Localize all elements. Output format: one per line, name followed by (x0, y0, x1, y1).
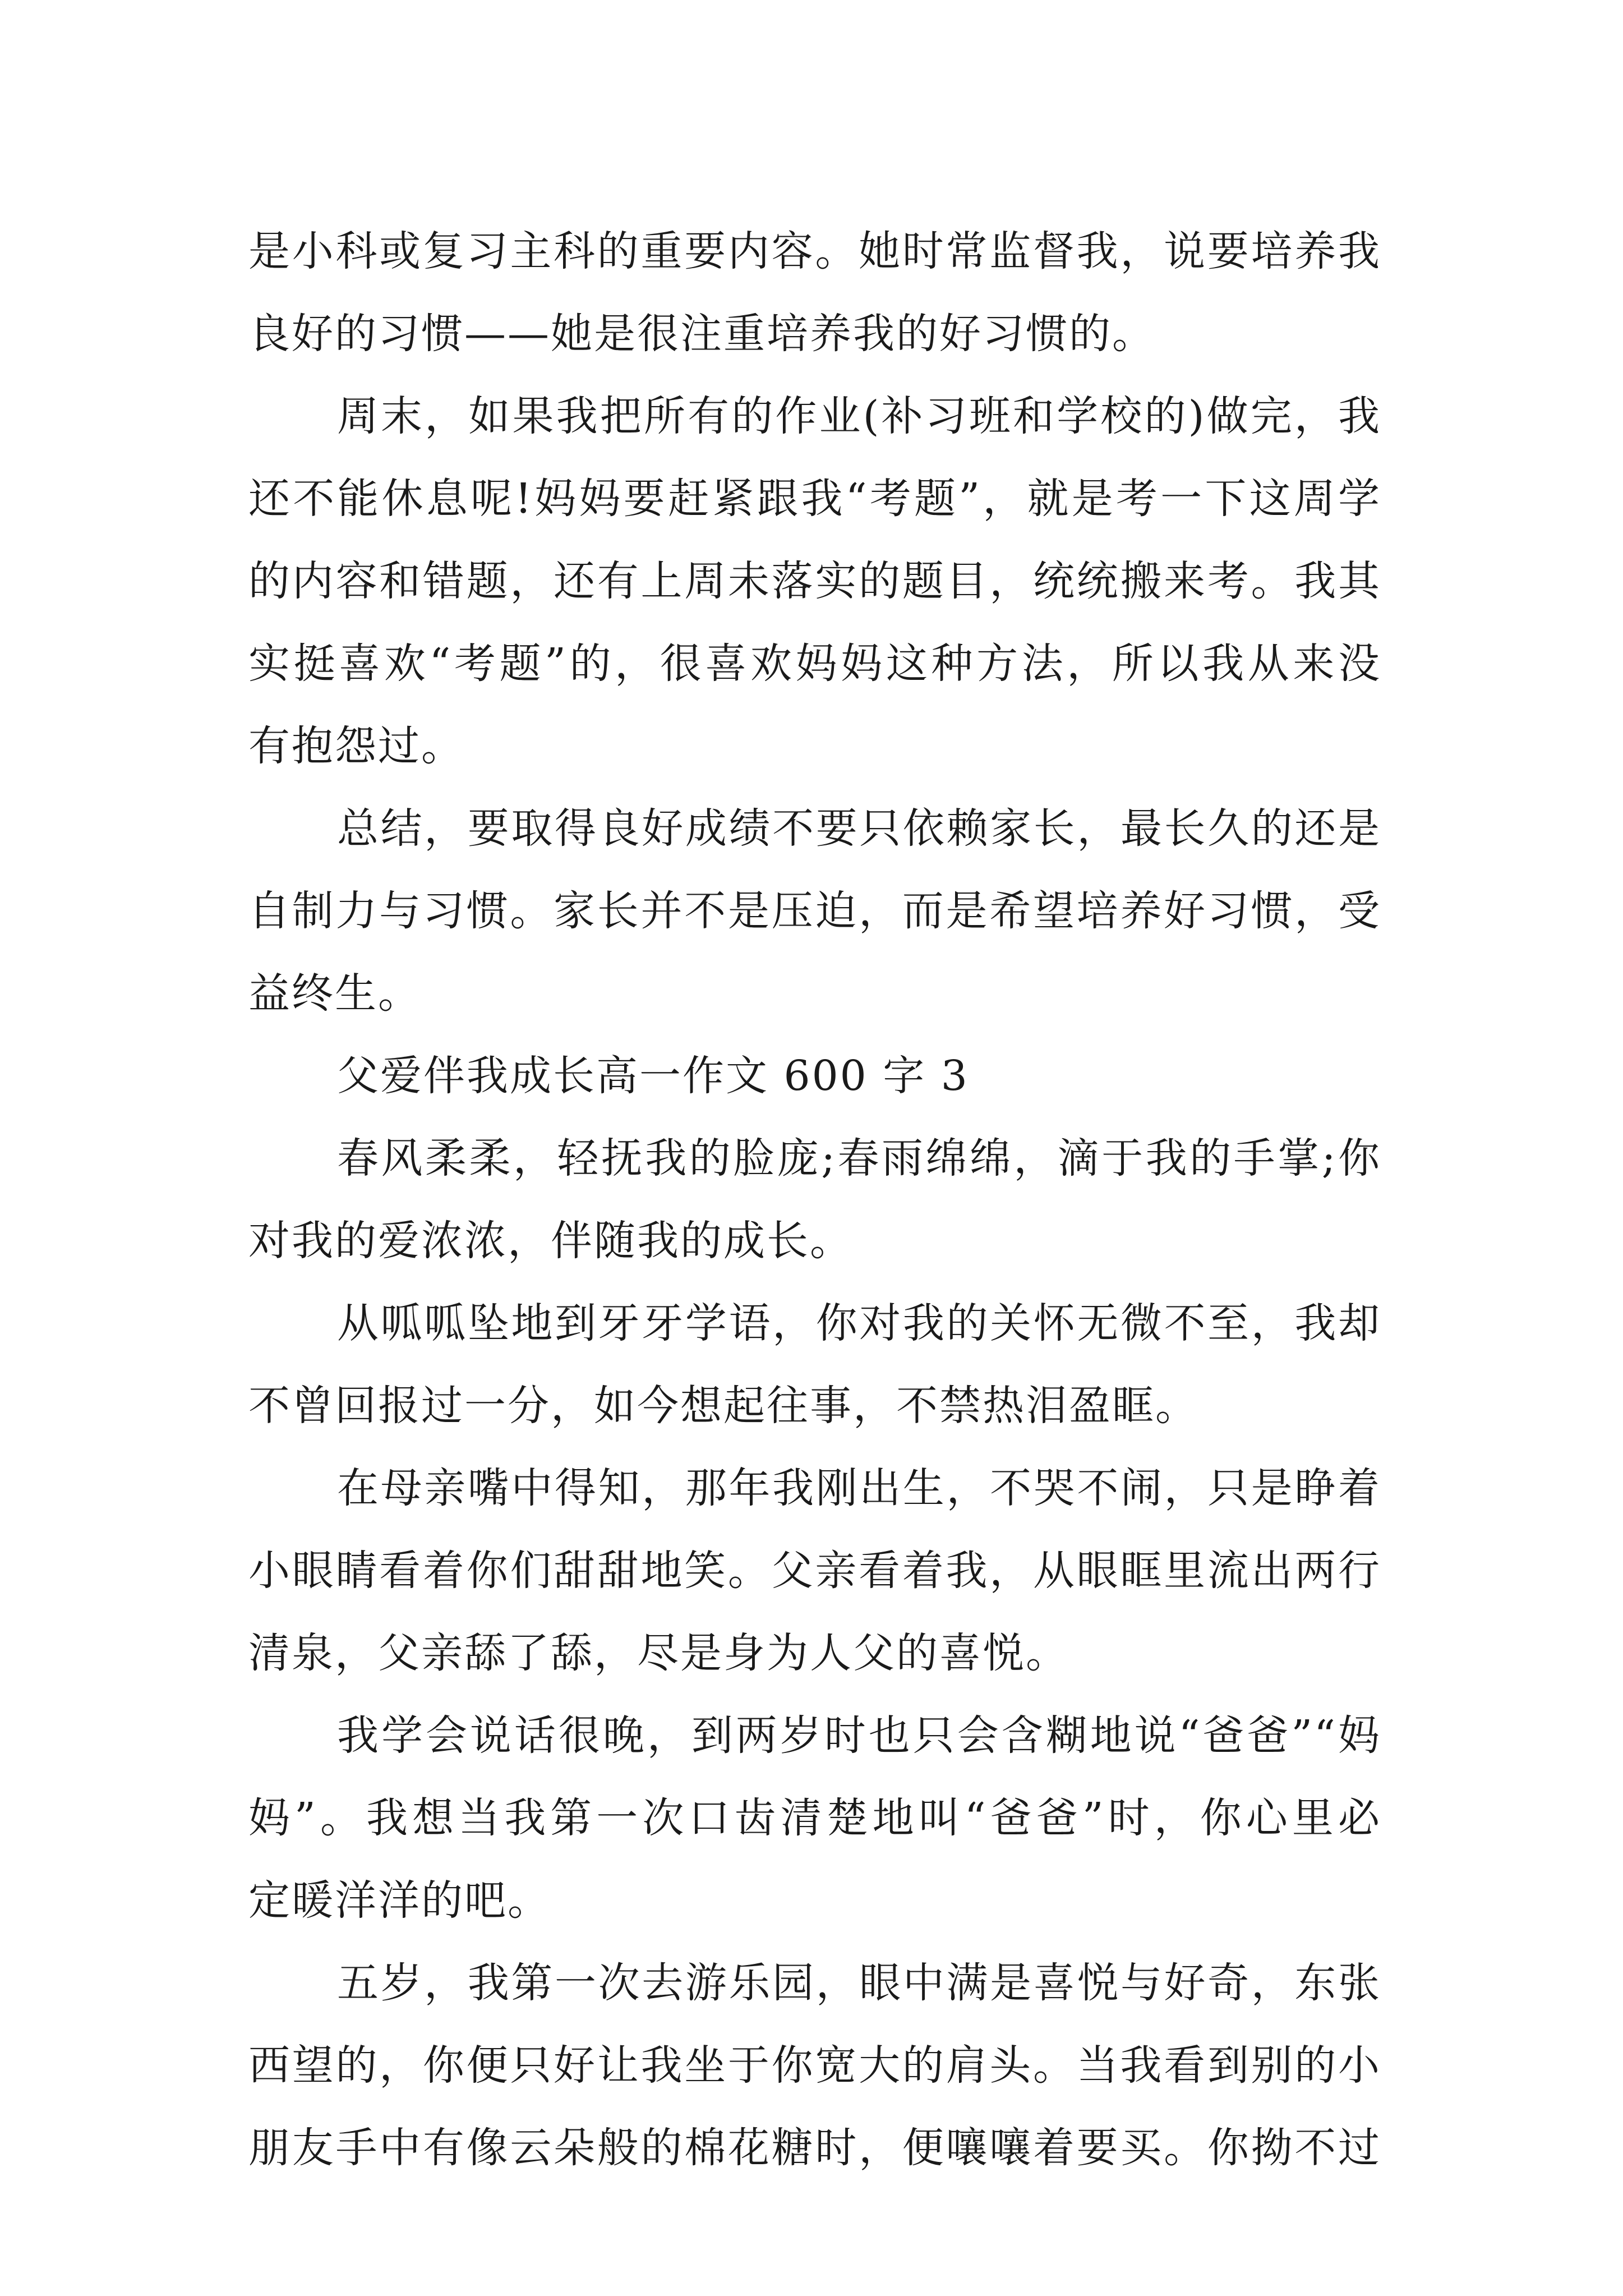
paragraph-line: 总结，要取得良好成绩不要只依赖家长，最长久的还是 (337, 804, 1381, 853)
paragraph (248, 1117, 1381, 1282)
paragraph (248, 1447, 1381, 1695)
paragraph-line: 春风柔柔，轻抚我的脸庞;春雨绵绵，滴于我的手掌;你 (337, 1134, 1381, 1182)
paragraph-line: 朋友手中有像云朵般的棉花糖时，便嚷嚷着要买。你拗不过 (248, 2124, 1381, 2172)
paragraph-line: 的内容和错题，还有上周未落实的题目，统统搬来考。我其 (248, 557, 1381, 605)
paragraph-line: 在母亲嘴中得知，那年我刚出生，不哭不闹，只是睁着 (337, 1464, 1381, 1512)
paragraph-line: 对我的爱浓浓，伴随我的成长。 (248, 1217, 853, 1265)
paragraph (248, 375, 1381, 788)
paragraph-line: 是小科或复习主科的重要内容。她时常监督我，说要培养我 (248, 227, 1381, 275)
paragraph-line: 西望的，你便只好让我坐于你宽大的肩头。当我看到别的小 (248, 2041, 1381, 2090)
paragraph (248, 788, 1381, 1035)
paragraph-line: 良好的习惯——她是很注重培养我的好习惯的。 (248, 310, 1155, 358)
section-heading: 父爱伴我成长高一作文 600 字 3 (337, 1052, 969, 1100)
paragraph-line: 我学会说话很晚，到两岁时也只会含糊地说“爸爸”“妈 (337, 1711, 1381, 1760)
paragraph (248, 1282, 1381, 1447)
paragraph-line: 有抱怨过。 (248, 722, 464, 770)
paragraph-line: 实挺喜欢“考题”的，很喜欢妈妈这种方法，所以我从来没 (248, 639, 1381, 688)
paragraph-line: 小眼睛看着你们甜甜地笑。父亲看着我，从眼眶里流出两行 (248, 1547, 1381, 1595)
paragraph-line: 定暖洋洋的吧。 (248, 1876, 551, 1925)
paragraph (248, 1695, 1381, 1942)
paragraph-line: 还不能休息呢!妈妈要赶紧跟我“考题”，就是考一下这周学 (248, 475, 1381, 523)
paragraph-line: 益终生。 (248, 969, 421, 1018)
paragraph (248, 210, 1381, 375)
paragraph (248, 1942, 1381, 2189)
paragraph-line: 周末，如果我把所有的作业(补习班和学校的)做完，我 (337, 392, 1381, 440)
document-body (248, 210, 1381, 2189)
paragraph-line: 清泉，父亲舔了舔，尽是身为人父的喜悦。 (248, 1629, 1069, 1677)
paragraph-line: 从呱呱坠地到牙牙学语，你对我的关怀无微不至，我却 (337, 1299, 1381, 1347)
paragraph-line: 妈”。我想当我第一次口齿清楚地叫“爸爸”时，你心里必 (248, 1794, 1381, 1842)
paragraph-line: 自制力与习惯。家长并不是压迫，而是希望培养好习惯，受 (248, 887, 1381, 935)
paragraph-line: 不曾回报过一分，如今想起往事，不禁热泪盈眶。 (248, 1382, 1198, 1430)
paragraph-line: 五岁，我第一次去游乐园，眼中满是喜悦与好奇，东张 (337, 1959, 1381, 2007)
